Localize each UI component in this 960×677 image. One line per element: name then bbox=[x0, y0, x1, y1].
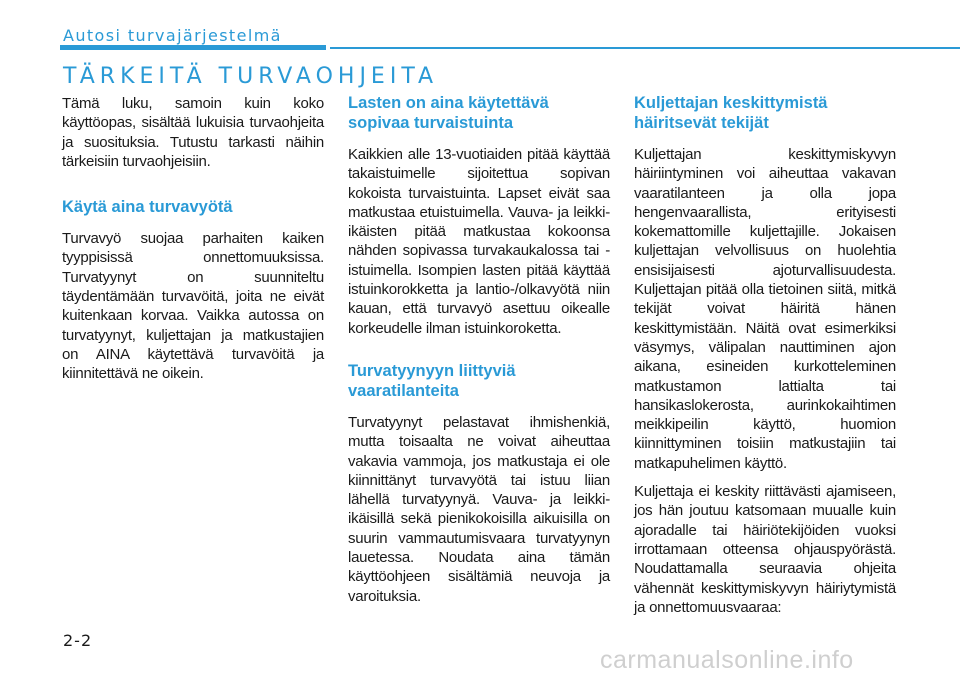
heading-airbag-hazards: Turvatyynyyn liittyviä vaaratilanteita bbox=[348, 361, 516, 400]
page-number: 2-2 bbox=[63, 631, 93, 650]
column-3 bbox=[634, 93, 896, 626]
header-rule-thick bbox=[60, 45, 326, 50]
heading-child-seat: Lasten on aina käytettävä sopivaa turvaistuinta bbox=[348, 94, 549, 132]
watermark: carmanualsonline.info bbox=[600, 646, 854, 674]
column-1 bbox=[62, 94, 324, 393]
paragraph-seatbelt: Turvavyö suojaa parhaiten kaiken tyyppisissä onnettomuuksissa. Turvatyynyt on suunniteltu täydentämään turvavöitä, joita ne eivät kuitenkaan korvaa. Vaikka autossa on turvatyynyt, kuljettajan ja matkustajien on AINA käytettävä turvavöitä ja kiinnitettävä ne oikein. bbox=[62, 230, 324, 383]
paragraph-child-seat: Kaikkien alle 13-vuotiaiden pitää käyttää takaistuimelle sijoitettua sopivan kokoista turvaistuinta. Lapset eivät saa matkustaa etuistuimella. Vauva- ja leikki-ikäisten pitää matkustaa kokoonsa nähden sopivassa turvakaukalossa tai -istuimella. Isompien lasten pitää käyttää istuinkorokketta ja lantio-/olkavyötä niin kauan, että turvavyö asettuu oikealle korkeudelle ilman istuinkoroketta. bbox=[348, 146, 610, 337]
column-2 bbox=[348, 93, 610, 615]
page-title: TÄRKEITÄ TURVAOHJEITA bbox=[63, 64, 439, 89]
heading-seatbelt: Käytä aina turvavyötä bbox=[62, 198, 233, 217]
heading-driver-distraction: Kuljettajan keskittymistä häiritsevät tekijät bbox=[634, 94, 828, 132]
paragraph-driver-distraction-2: Kuljettaja ei keskity riittävästi ajamiseen, jos hän joutuu katsomaan muualle kuin ajoradalle tai häiriötekijöiden vuoksi irrottamaan otteensa ohjauspyörästä. Noudattamalla seuraavia ohjeita vähennät keskittymiskyvyn häiriytymistä ja onnettomuusvaaraa: bbox=[634, 483, 896, 616]
paragraph-driver-distraction-1: Kuljettajan keskittymiskyvyn häiriintyminen voi aiheuttaa vakavan vaaratilanteen ja olla jopa hengenvaarallista, erityisesti kokemattomille kuljettajille. Jokaisen kuljettajan velvollisuus on huolehtia ensisijaisesti ajoturvallisuudesta. Kuljettajan pitää olla tietoinen siitä, mitkä tekijät voivat häiritä hänen keskittymistään. Näitä ovat esimerkiksi väsymys, välipalan nauttiminen ajon aikana, esineiden kurkotteleminen matkustamon lattialta tai hansikaslokerosta, aurinkokaihtimen meikkipeilin käyttö, huomion kiinnittyminen toisiin matkustajiin tai matkapuhelimen käyttö. bbox=[634, 146, 896, 472]
section-header: Autosi turvajärjestelmä bbox=[63, 26, 282, 45]
paragraph-airbag-hazards: Turvatyynyt pelastavat ihmishenkiä, mutta toisaalta ne voivat aiheuttaa vakavia vammoja, jos matkustaja ei ole kiinnittänyt turvavyötä tai istuu liian lähellä turvatyynyä. Vauva- ja leikki-ikäisillä sekä pienikokoisilla aikuisilla on suurin vammautumisvaara turvatyynyn lauetessa. Noudata aina tämän käyttöohjeen sisältämiä neuvoja ja varoituksia. bbox=[348, 413, 610, 605]
intro-paragraph: Tämä luku, samoin kuin koko käyttöopas, sisältää lukuisia turvaohjeita ja suosituksia. Tutustu tarkasti näihin tärkeisiin turvaohjeisiin. bbox=[62, 95, 324, 170]
header-rule-thin bbox=[330, 47, 960, 49]
